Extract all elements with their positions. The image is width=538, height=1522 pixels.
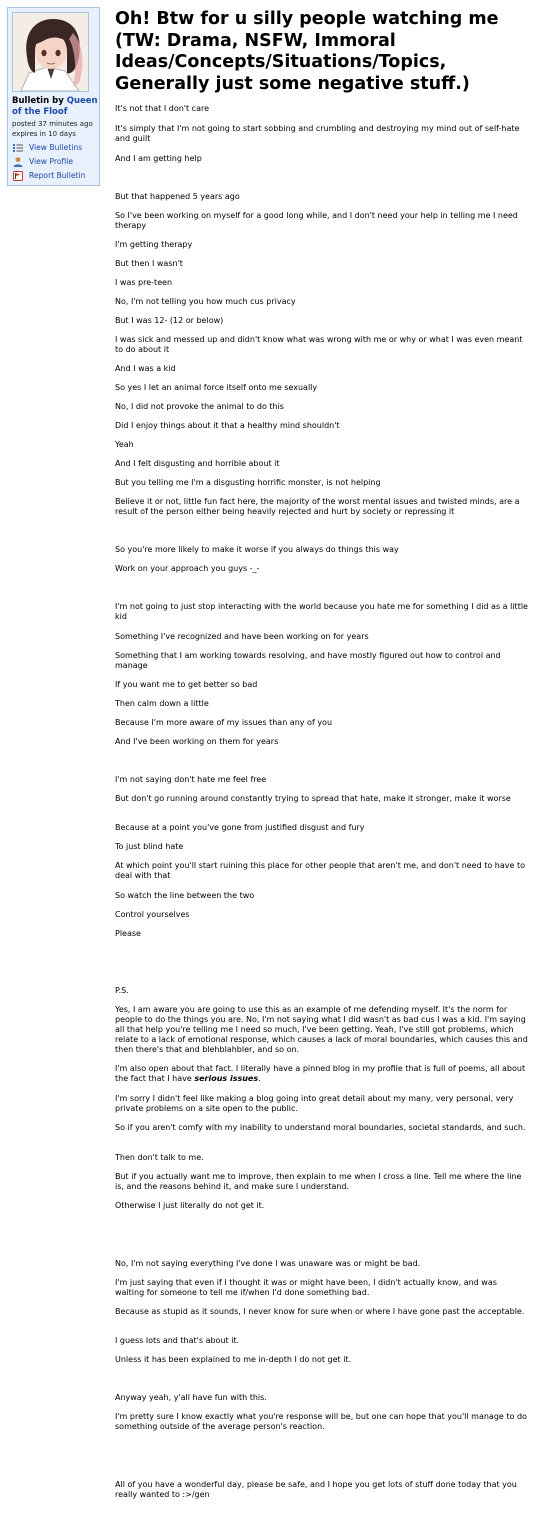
paragraph-text: I'm also open about that fact. I literally have a pinned blog in my profile that is full of poems, all about the fact that I have — [115, 1064, 526, 1083]
report-bulletin-label: Report Bulletin — [29, 171, 86, 180]
bulletin-title: Oh! Btw for u silly people watching me (TW: Drama, NSFW, Immoral Ideas/Concepts/Situations/Topics, Generally just some negative stuff.) — [115, 9, 499, 94]
body-paragraph: I'm getting therapy — [115, 240, 193, 249]
body-paragraph: I was pre-teen — [115, 278, 173, 287]
report-bulletin-link[interactable] — [12, 170, 100, 182]
body-paragraph: No, I'm not telling you how much cus privacy — [115, 297, 296, 306]
body-paragraph: Otherwise I just literally do not get it. — [115, 1201, 265, 1210]
body-paragraph: And I felt disgusting and horrible about it — [115, 459, 280, 468]
body-paragraph: So you're more likely to make it worse if you always do things this way — [115, 545, 399, 554]
emphasis-serious-issues: serious issues — [194, 1074, 259, 1083]
body-paragraph: But you telling me I'm a disgusting horrific monster, is not helping — [115, 478, 381, 487]
body-paragraph: Because at a point you've gone from justified disgust and fury — [115, 823, 365, 832]
body-paragraph: Did I enjoy things about it that a healthy mind shouldn't — [115, 421, 340, 430]
view-bulletins-link[interactable] — [12, 142, 100, 154]
list-icon — [12, 142, 24, 154]
bulletin-author-line — [12, 96, 100, 117]
posted-time: posted 37 minutes ago — [12, 120, 93, 128]
body-paragraph — [115, 1064, 528, 1084]
body-paragraph: Anyway yeah, y'all have fun with this. — [115, 1393, 267, 1402]
body-paragraph: Yeah — [115, 440, 134, 449]
body-paragraph: If you want me to get better so bad — [115, 680, 258, 689]
closing-paragraph: All of you have a wonderful day, please be safe, and I hope you get lots of stuff done today that you really wanted to :>/gen — [115, 1480, 517, 1499]
body-paragraph: Then don't talk to me. — [115, 1153, 204, 1162]
expires-time: expires in 10 days — [12, 129, 76, 138]
body-paragraph: It's simply that I'm not going to start sobbing and crumbling and destroying my mind out of self-hate and guilt — [115, 124, 520, 143]
body-paragraph: No, I did not provoke the animal to do this — [115, 402, 284, 411]
body-paragraph: I'm not saying don't hate me feel free — [115, 775, 267, 784]
body-paragraph: No, I'm not saying everything I've done I was unaware was or might be bad. — [115, 1259, 421, 1268]
author-link[interactable]: Queen of the Floof — [12, 96, 98, 117]
body-paragraph: Please — [115, 929, 141, 938]
bulletin-by-label: Bulletin by — [12, 96, 64, 106]
body-paragraph: I guess lots and that's about it. — [115, 1336, 240, 1345]
body-paragraph: I'm just saying that even if I thought it was or might have been, I didn't actually know, and was waiting for someone to tell me if/when I'd done something bad. — [115, 1278, 497, 1297]
body-paragraph: To just blind hate — [115, 842, 184, 851]
body-paragraph: But I was 12- (12 or below) — [115, 316, 224, 325]
body-paragraph: Unless it has been explained to me in-depth I do not get it. — [115, 1355, 352, 1364]
body-paragraph: Work on your approach you guys -_- — [115, 564, 260, 573]
view-bulletins-label: View Bulletins — [29, 143, 83, 152]
body-paragraph: And I was a kid — [115, 364, 176, 373]
body-paragraph: And I've been working on them for years — [115, 737, 279, 746]
view-profile-label: View Profile — [29, 157, 74, 166]
body-paragraph: I'm not going to just stop interacting with the world because you hate me for something I did as a little kid — [115, 602, 528, 621]
body-paragraph: But don't go running around constantly trying to spread that hate, make it stronger, make it worse — [115, 794, 511, 803]
body-paragraph: Because as stupid as it sounds, I never know for sure when or where I have gone past the acceptable. — [115, 1307, 525, 1316]
body-paragraph: At which point you'll start ruining this place for other people that aren't me, and don't need to have to deal with that — [115, 861, 526, 880]
body-paragraph: Yes, I am aware you are going to use this as an example of me defending myself. It's the norm for people to do the things you are. No, I'm not saying what I did wasn't as bad cus I was a kid. I'm saying all that help you're telling me I need so much, I've been getting. Yeah, I've still got problems, which relate to a lack of emotional response, which causes a lack of moral boundaries, which causes this and then there's that and blehblahbler, and so on. — [115, 1005, 528, 1054]
paragraph-text: . — [258, 1074, 261, 1083]
body-paragraph: Then calm down a little — [115, 699, 209, 708]
body-paragraph: So if you aren't comfy with my inability to understand moral boundaries, societal standards, and such. — [115, 1123, 526, 1132]
body-paragraph: I'm pretty sure I know exactly what you're response will be, but one can hope that you'll manage to do something outside of the average person's reaction. — [115, 1412, 527, 1431]
body-paragraph: I'm sorry I didn't feel like making a blog going into great detail about my many, very personal, very private problems on a site open to the public. — [115, 1094, 514, 1113]
body-paragraph: But if you actually want me to improve, then explain to me when I cross a line. Tell me where the line is, and the reasons behind it, and make sure I understand. — [115, 1172, 522, 1191]
body-paragraph: Control yourselves — [115, 910, 190, 919]
body-paragraph: So I've been working on myself for a good long while, and I don't need your help in telling me I need therapy — [115, 211, 518, 230]
body-paragraph: But that happened 5 years ago — [115, 192, 240, 201]
bulletin-sidebar — [7, 7, 100, 186]
author-avatar[interactable] — [12, 12, 89, 92]
body-paragraph: It's not that I don't care — [115, 104, 209, 113]
ps-heading: P.S. — [115, 986, 129, 995]
view-profile-link[interactable] — [12, 156, 100, 168]
body-paragraph: Something I've recognized and have been working on for years — [115, 632, 369, 641]
body-paragraph: And I am getting help — [115, 154, 202, 163]
body-paragraph: I was sick and messed up and didn't know what was wrong with me or why or what I was even meant to do about it — [115, 335, 523, 354]
body-paragraph: So watch the line between the two — [115, 891, 255, 900]
body-paragraph: But then I wasn't — [115, 259, 183, 268]
body-paragraph: So yes I let an animal force itself onto me sexually — [115, 383, 318, 392]
bulletin-meta — [12, 120, 100, 139]
body-paragraph: Because I'm more aware of my issues than any of you — [115, 718, 333, 727]
profile-icon — [12, 156, 24, 168]
body-paragraph: Believe it or not, little fun fact here, the majority of the worst mental issues and twisted minds, are a result of the person either being heavily rejected and hurt by society or repressing it — [115, 497, 520, 516]
body-paragraph: Something that I am working towards resolving, and have mostly figured out how to control and manage — [115, 651, 501, 670]
report-flag-icon — [12, 170, 24, 182]
